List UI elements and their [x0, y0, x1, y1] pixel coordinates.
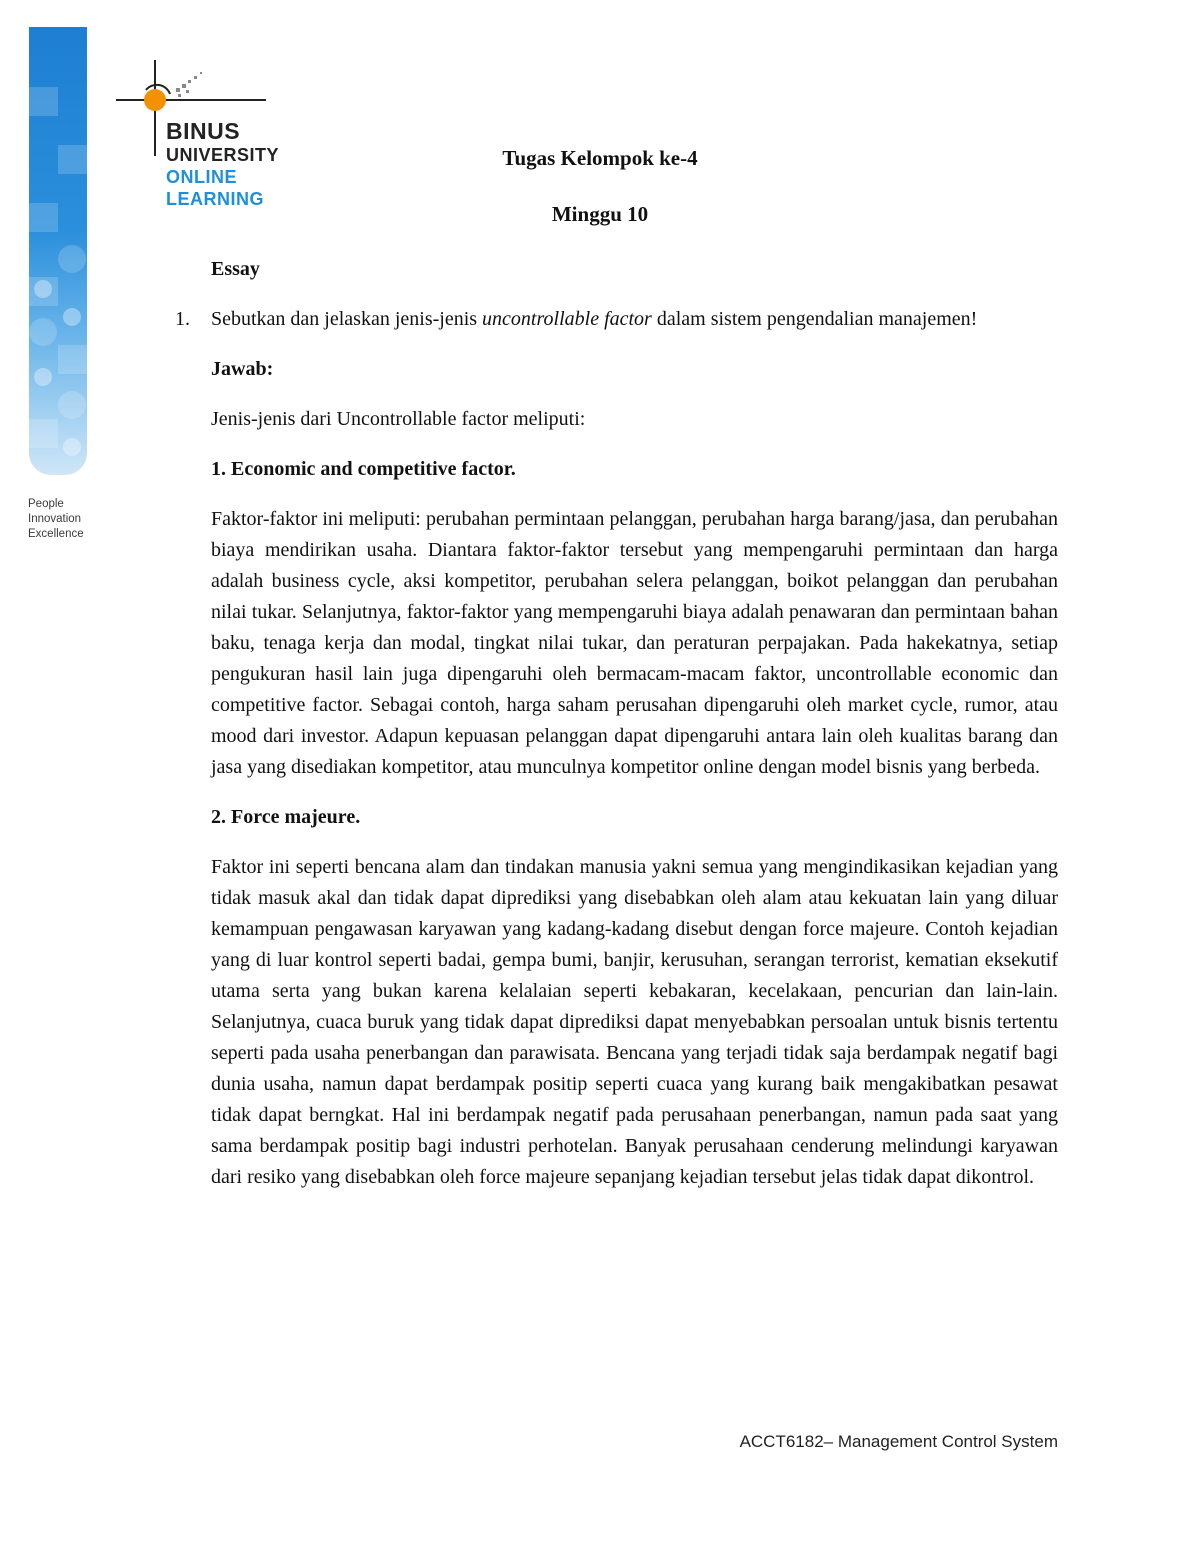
paragraph-economic: Faktor-faktor ini meliputi: perubahan permintaan pelanggan, perubahan harga barang/jasa, dan perubahan biaya mendirikan usaha. Diantara faktor-faktor tersebut yang mempengaruhi permintaan dan harga adalah business cycle, aksi kompetitor, perubahan selera pelanggan, boikot pelanggan dan perubahan nilai tukar. Selanjutnya, faktor-faktor yang mempengaruhi biaya adalah penawaran dan permintaan bahan baku, tenaga kerja dan modal, tingkat nilai tukar, dan peraturan perpajakan. Pada hakekatnya, setiap pengukuran hasil lain juga dipengaruhi oleh bermacam-macam faktor, uncontrollable economic dan competitive factor. Sebagai contoh, harga saham perusahan dipengaruhi oleh market cycle, rumor, atau mood dari investor. Adapun kepuasan pelanggan dapat dipengaruhi antara lain oleh kualitas barang dan jasa yang disediakan kompetitor, atau munculnya kompetitor online dengan model bisnis yang berbeda.: [211, 508, 1058, 778]
logo-line: ONLINE: [166, 167, 238, 187]
logo-line: UNIVERSITY: [166, 145, 280, 165]
section-heading: Essay: [211, 258, 260, 280]
page-footer: ACCT6182– Management Control System: [739, 1432, 1058, 1451]
question: [175, 304, 1058, 335]
decorative-side-strip: [29, 27, 87, 475]
question-text-end: dalam sistem pengendalian manajemen!: [651, 308, 978, 330]
answer-intro: Jenis-jenis dari Uncontrollable factor meliputi:: [211, 408, 586, 430]
tagline-line: People: [28, 498, 64, 510]
question-text: Sebutkan dan jelaskan jenis-jenis: [211, 308, 483, 330]
tagline: [28, 497, 84, 542]
question-number: 1.: [175, 308, 190, 330]
logo-line: LEARNING: [166, 189, 264, 209]
logo-line: BINUS: [166, 118, 241, 144]
tagline-line: Innovation: [28, 513, 82, 525]
document-subtitle: Minggu 10: [551, 202, 649, 226]
tagline-line: Excellence: [28, 528, 84, 540]
question-emphasis: uncontrollable factor: [482, 308, 652, 330]
document-body: [175, 254, 1058, 1193]
subheading-force-majeure: 2. Force majeure.: [211, 806, 361, 828]
paragraph-force-majeure: Faktor ini seperti bencana alam dan tindakan manusia yakni semua yang mengindikasikan kejadian yang tidak masuk akal dan tidak dapat diprediksi yang disebabkan oleh alam atau kekuatan lain yang diluar kemampuan pengawasan karyawan yang kadang-kadang disebut dengan force majeure. Contoh kejadian yang di luar kontrol seperti badai, gempa bumi, banjir, kerusuhan, serangan terrorist, kematian eksekutif utama serta yang bukan karena kelalaian seperti kebakaran, kecelakaan, pencurian dan lain-lain. Selanjutnya, cuaca buruk yang tidak dapat diprediksi dapat menyebabkan persoalan untuk bisnis tertentu seperti pada usaha penerbangan dan parawisata. Bencana yang terjadi tidak saja berdampak negatif bagi dunia usaha, namun dapat berdampak positip seperti cuaca yang kurang baik mengakibatkan pesawat tidak dapat berngkat. Hal ini berdampak negatif pada perusahaan penerbangan, namun pada saat yang sama berdampak positip bagi industri perhotelan. Banyak perusahaan cenderung melindungi karyawan dari resiko yang disebabkan oleh force majeure sepanjang kejadian tersebut jelas tidak dapat dikontrol.: [211, 856, 1058, 1188]
strip-pattern-graphic: [29, 27, 87, 475]
document-title: Tugas Kelompok ke-4: [502, 146, 698, 170]
answer-label: Jawab:: [211, 358, 274, 380]
subheading-economic: 1. Economic and competitive factor.: [211, 458, 516, 480]
